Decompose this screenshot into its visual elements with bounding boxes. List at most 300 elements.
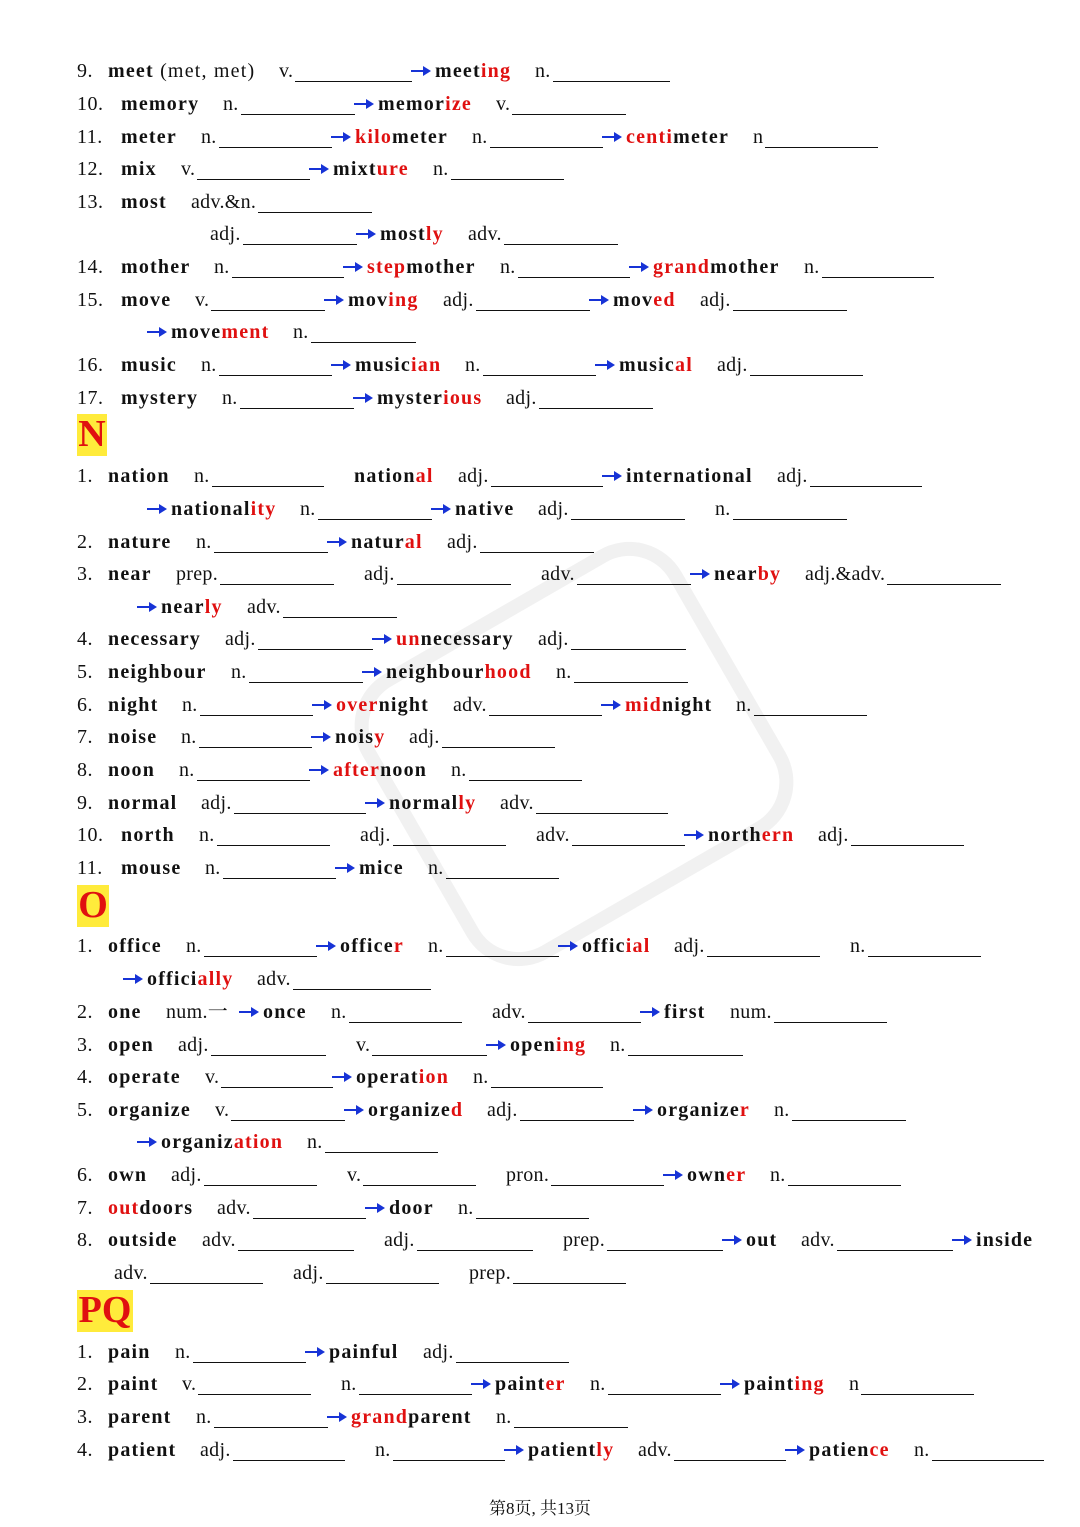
word-stem: (met, met) — [153, 60, 256, 82]
vocab-word — [582, 930, 650, 963]
word-row — [0, 186, 1080, 219]
part-of-speech: n. — [556, 661, 572, 683]
part-of-speech: adv. — [638, 1439, 672, 1461]
part-of-speech: adj. — [506, 387, 537, 409]
answer-blank[interactable] — [211, 284, 325, 317]
vocab-word — [351, 1401, 472, 1434]
part-of-speech: adv. — [500, 792, 534, 814]
arrow-right-icon — [601, 469, 623, 488]
answer-blank[interactable] — [707, 930, 820, 963]
answer-blank[interactable] — [293, 963, 431, 996]
word-stem: own — [108, 1164, 148, 1186]
part-of-speech: adj. — [818, 824, 849, 846]
answer-blank[interactable] — [491, 460, 603, 493]
answer-blank[interactable] — [393, 1434, 505, 1467]
answer-blank[interactable] — [446, 930, 559, 963]
part-of-speech: n. — [715, 498, 731, 520]
vocab-word — [377, 382, 482, 415]
word-stem: first — [664, 1001, 706, 1023]
part-of-speech: v. — [279, 60, 294, 82]
word-stem: memor — [378, 93, 446, 115]
item-number: 11. — [77, 126, 103, 148]
part-of-speech: n. — [205, 857, 221, 879]
part-of-speech: n. — [199, 824, 215, 846]
item-number: 4. — [77, 1439, 93, 1461]
answer-blank[interactable] — [810, 460, 922, 493]
arrow-right-icon — [364, 1201, 386, 1220]
vocab-word — [161, 591, 223, 624]
answer-blank[interactable] — [788, 1159, 901, 1192]
vocab-word — [329, 1336, 399, 1369]
answer-blank[interactable] — [733, 493, 847, 526]
answer-blank[interactable] — [887, 558, 1001, 591]
answer-blank[interactable] — [446, 852, 559, 885]
vocab-word — [108, 1029, 154, 1062]
part-of-speech: n — [753, 126, 764, 148]
part-of-speech: adv. — [217, 1197, 251, 1219]
answer-blank[interactable] — [489, 689, 602, 722]
vocab-word — [351, 526, 423, 559]
word-stem: organize — [108, 1099, 191, 1121]
word-stem: near — [108, 563, 152, 585]
word-row — [0, 218, 1080, 251]
arrow-right-icon — [315, 939, 337, 958]
section-letter-o: O — [78, 884, 108, 926]
part-of-speech: n. — [375, 1439, 391, 1461]
arrow-right-icon — [355, 227, 377, 246]
vocab-word — [389, 787, 476, 820]
word-affix: by — [757, 563, 782, 585]
answer-blank[interactable] — [258, 186, 372, 219]
vocab-word — [687, 1159, 746, 1192]
item-number: 9. — [77, 60, 93, 82]
answer-blank[interactable] — [577, 558, 691, 591]
answer-blank[interactable] — [490, 121, 603, 154]
item-number: 1. — [77, 465, 93, 487]
word-affix: ment — [221, 321, 270, 343]
word-affix: ious — [443, 387, 483, 409]
answer-blank[interactable] — [363, 1159, 476, 1192]
answer-blank[interactable] — [217, 819, 330, 852]
answer-blank[interactable] — [491, 1061, 603, 1094]
word-row — [0, 284, 1080, 317]
vocab-word — [619, 349, 693, 382]
vocab-word — [121, 251, 190, 284]
item-number: 7. — [77, 726, 93, 748]
vocab-word — [355, 121, 448, 154]
arrow-right-icon — [410, 64, 432, 83]
section-letter-pq: PQ — [78, 1289, 132, 1331]
answer-blank[interactable] — [574, 656, 688, 689]
answer-blank[interactable] — [456, 1336, 569, 1369]
word-stem: meet — [108, 60, 154, 82]
vocab-word — [333, 153, 409, 186]
part-of-speech: n. — [307, 1131, 323, 1153]
word-stem: meter — [392, 126, 448, 148]
answer-blank[interactable] — [258, 623, 373, 656]
vocab-word — [108, 558, 152, 591]
word-stem: move — [121, 289, 172, 311]
part-of-speech: adj. — [423, 1341, 454, 1363]
answer-blank[interactable] — [219, 349, 332, 382]
answer-blank[interactable] — [238, 1224, 354, 1257]
part-of-speech: n. — [496, 1406, 512, 1428]
word-stem: mystery — [121, 387, 199, 409]
word-stem: once — [263, 1001, 307, 1023]
word-stem: nation — [108, 465, 170, 487]
arrow-right-icon — [310, 730, 332, 749]
part-of-speech: n. — [182, 694, 198, 716]
word-row — [0, 819, 1080, 852]
item-number: 13. — [77, 191, 104, 213]
word-stem: memory — [121, 93, 200, 115]
part-of-speech: n — [849, 1373, 860, 1395]
word-row — [0, 55, 1080, 88]
word-affix: un — [396, 628, 421, 650]
arrow-right-icon — [326, 1410, 348, 1429]
answer-blank[interactable] — [204, 1159, 317, 1192]
answer-blank[interactable] — [932, 1434, 1044, 1467]
answer-blank[interactable] — [253, 1192, 366, 1225]
arrow-right-icon — [951, 1233, 973, 1252]
word-stem: mother — [710, 256, 780, 278]
word-affix: ly — [596, 1439, 615, 1461]
arrow-right-icon — [628, 260, 650, 279]
vocab-word — [359, 852, 404, 885]
vocab-word — [108, 1336, 151, 1369]
arrow-right-icon — [353, 97, 375, 116]
word-stem: near — [161, 596, 205, 618]
word-stem: mouse — [121, 857, 182, 879]
arrow-right-icon — [784, 1443, 806, 1462]
vocab-word — [108, 754, 155, 787]
word-affix: ial — [625, 935, 651, 957]
vocab-word — [348, 284, 419, 317]
answer-blank[interactable] — [451, 153, 564, 186]
answer-blank[interactable] — [539, 382, 653, 415]
vocab-word — [121, 349, 177, 382]
word-affix: al — [404, 531, 423, 553]
answer-blank[interactable] — [571, 623, 686, 656]
answer-blank[interactable] — [553, 55, 670, 88]
word-stem: parent — [408, 1406, 472, 1428]
word-row — [0, 1094, 1080, 1127]
word-row — [0, 689, 1080, 722]
answer-blank[interactable] — [792, 1094, 906, 1127]
answer-blank[interactable] — [551, 1159, 664, 1192]
arrow-right-icon — [470, 1377, 492, 1396]
part-of-speech: adj. — [538, 498, 569, 520]
part-of-speech: n. — [293, 321, 309, 343]
answer-blank[interactable] — [231, 1094, 345, 1127]
vocab-word — [626, 460, 753, 493]
answer-blank[interactable] — [628, 1029, 743, 1062]
answer-blank[interactable] — [318, 493, 432, 526]
part-of-speech: adv. — [468, 223, 502, 245]
part-of-speech: n. — [472, 126, 488, 148]
answer-blank[interactable] — [528, 996, 641, 1029]
answer-blank[interactable] — [608, 1368, 721, 1401]
word-row — [0, 1257, 1080, 1290]
word-affix: ion — [418, 1066, 450, 1088]
answer-blank[interactable] — [518, 251, 630, 284]
answer-blank[interactable] — [822, 251, 934, 284]
word-stem: offic — [582, 935, 626, 957]
answer-blank[interactable] — [241, 88, 355, 121]
word-stem: most — [121, 191, 167, 213]
answer-blank[interactable] — [214, 1401, 328, 1434]
word-row — [0, 1434, 1080, 1467]
part-of-speech: v. — [347, 1164, 362, 1186]
answer-blank[interactable] — [513, 1257, 626, 1290]
answer-blank[interactable] — [223, 852, 336, 885]
word-affix: out — [108, 1197, 140, 1219]
answer-blank[interactable] — [214, 526, 328, 559]
item-number: 4. — [77, 628, 93, 650]
answer-blank[interactable] — [359, 1368, 472, 1401]
arrow-right-icon — [503, 1443, 525, 1462]
word-row — [0, 787, 1080, 820]
answer-blank[interactable] — [774, 996, 887, 1029]
answer-blank[interactable] — [311, 316, 416, 349]
part-of-speech: n. — [914, 1439, 930, 1461]
arrow-right-icon — [330, 358, 352, 377]
word-stem: outside — [108, 1229, 178, 1251]
word-stem: international — [626, 465, 753, 487]
part-of-speech: n. — [300, 498, 316, 520]
answer-blank[interactable] — [733, 284, 847, 317]
answer-blank[interactable] — [837, 1224, 953, 1257]
word-row — [0, 721, 1080, 754]
answer-blank[interactable] — [349, 996, 462, 1029]
part-of-speech: adj. — [538, 628, 569, 650]
part-of-speech: adj. — [447, 531, 478, 553]
word-row — [0, 382, 1080, 415]
vocab-word — [367, 251, 476, 284]
part-of-speech: adv. — [492, 1001, 526, 1023]
part-of-speech: n. — [181, 726, 197, 748]
word-stem: mother — [121, 256, 191, 278]
arrow-right-icon — [304, 1345, 326, 1364]
part-of-speech: adv. — [257, 968, 291, 990]
section-letter-n: N — [78, 413, 106, 455]
part-of-speech: prep. — [176, 563, 219, 585]
answer-blank[interactable] — [372, 1029, 487, 1062]
answer-blank[interactable] — [476, 1192, 589, 1225]
answer-blank[interactable] — [197, 153, 310, 186]
word-affix: r — [393, 935, 404, 957]
part-of-speech: v. — [205, 1066, 220, 1088]
answer-blank[interactable] — [233, 1434, 345, 1467]
word-row — [0, 852, 1080, 885]
word-row — [0, 121, 1080, 154]
vocab-word — [653, 251, 780, 284]
part-of-speech: adj. — [384, 1229, 415, 1251]
answer-blank[interactable] — [200, 689, 313, 722]
word-stem: music — [355, 354, 411, 376]
answer-blank[interactable] — [754, 689, 867, 722]
part-of-speech: n. — [500, 256, 516, 278]
part-of-speech: n. — [770, 1164, 786, 1186]
vocab-word — [121, 121, 177, 154]
answer-blank[interactable] — [221, 1061, 333, 1094]
word-affix: er — [726, 1164, 747, 1186]
arrow-right-icon — [371, 632, 393, 651]
word-stem: own — [687, 1164, 727, 1186]
word-stem: myster — [377, 387, 444, 409]
answer-blank[interactable] — [483, 349, 596, 382]
arrow-right-icon — [308, 763, 330, 782]
answer-blank[interactable] — [868, 930, 981, 963]
word-row — [0, 754, 1080, 787]
word-stem: doors — [139, 1197, 194, 1219]
vocab-word — [108, 1061, 181, 1094]
answer-blank[interactable] — [243, 218, 357, 251]
word-stem: painful — [329, 1341, 399, 1363]
answer-blank[interactable] — [512, 88, 626, 121]
arrow-right-icon — [334, 861, 356, 880]
vocab-word — [108, 1401, 172, 1434]
word-affix: centi — [626, 126, 674, 148]
word-affix: grand — [653, 256, 711, 278]
item-number: 2. — [77, 531, 93, 553]
word-stem: open — [510, 1034, 556, 1056]
word-affix: kilo — [355, 126, 393, 148]
word-stem: one — [108, 1001, 142, 1023]
answer-blank[interactable] — [571, 493, 685, 526]
word-affix: r — [739, 1099, 750, 1121]
vocab-word — [435, 55, 511, 88]
vocab-word — [121, 819, 175, 852]
word-stem: paint — [495, 1373, 546, 1395]
arrow-right-icon — [361, 665, 383, 684]
answer-blank[interactable] — [504, 218, 618, 251]
word-affix: ure — [376, 158, 409, 180]
word-affix: after — [333, 759, 381, 781]
arrow-right-icon — [557, 939, 579, 958]
vocab-word — [121, 186, 167, 219]
vocab-word — [108, 623, 201, 656]
answer-blank[interactable] — [480, 526, 594, 559]
item-number: 3. — [77, 1034, 93, 1056]
vocab-word — [495, 1368, 566, 1401]
vocab-word — [809, 1434, 890, 1467]
answer-blank[interactable] — [325, 1126, 438, 1159]
answer-blank[interactable] — [572, 819, 685, 852]
word-stem: office — [340, 935, 394, 957]
answer-blank[interactable] — [326, 1257, 439, 1290]
answer-blank[interactable] — [212, 460, 324, 493]
answer-blank[interactable] — [417, 1224, 533, 1257]
arrow-right-icon — [683, 828, 705, 847]
answer-blank[interactable] — [607, 1224, 723, 1257]
answer-blank[interactable] — [851, 819, 964, 852]
answer-blank[interactable] — [536, 787, 668, 820]
word-row — [0, 1061, 1080, 1094]
word-row — [0, 996, 1080, 1029]
vocab-word — [108, 1224, 178, 1257]
answer-blank[interactable] — [750, 349, 863, 382]
vocab-word — [744, 1368, 825, 1401]
word-stem: most — [380, 223, 426, 245]
answer-blank[interactable] — [520, 1094, 634, 1127]
word-affix: ly — [425, 223, 444, 245]
item-number: 11. — [77, 857, 103, 879]
answer-blank[interactable] — [861, 1368, 974, 1401]
answer-blank[interactable] — [193, 1336, 306, 1369]
word-affix: er — [545, 1373, 566, 1395]
answer-blank[interactable] — [283, 591, 397, 624]
answer-blank[interactable] — [197, 754, 310, 787]
part-of-speech: adj.&adv. — [805, 563, 886, 585]
part-of-speech: adj. — [171, 1164, 202, 1186]
answer-blank[interactable] — [150, 1257, 263, 1290]
word-stem: meet — [435, 60, 481, 82]
vocab-word — [708, 819, 794, 852]
item-number: 3. — [77, 563, 93, 585]
part-of-speech: adv. — [536, 824, 570, 846]
answer-blank[interactable] — [240, 382, 354, 415]
word-row — [0, 153, 1080, 186]
answer-blank[interactable] — [476, 284, 590, 317]
answer-blank[interactable] — [234, 787, 366, 820]
part-of-speech: adv. — [541, 563, 575, 585]
part-of-speech: n. — [458, 1197, 474, 1219]
part-of-speech: adj. — [201, 792, 232, 814]
answer-blank[interactable] — [211, 1029, 326, 1062]
word-stem: near — [714, 563, 758, 585]
answer-blank[interactable] — [469, 754, 582, 787]
answer-blank[interactable] — [514, 1401, 628, 1434]
vocab-word — [528, 1434, 614, 1467]
part-of-speech: v. — [195, 289, 210, 311]
part-of-speech: n. — [428, 935, 444, 957]
answer-blank[interactable] — [249, 656, 363, 689]
item-number: 1. — [77, 1341, 93, 1363]
part-of-speech: v. — [356, 1034, 371, 1056]
answer-blank[interactable] — [295, 55, 412, 88]
vocab-word — [121, 284, 171, 317]
word-affix: d — [450, 1099, 464, 1121]
answer-blank[interactable] — [397, 558, 511, 591]
answer-blank[interactable] — [442, 721, 555, 754]
vocab-word — [108, 1094, 191, 1127]
answer-blank[interactable] — [204, 930, 317, 963]
answer-blank[interactable] — [220, 558, 334, 591]
answer-blank[interactable] — [219, 121, 332, 154]
part-of-speech: adj. — [409, 726, 440, 748]
answer-blank[interactable] — [198, 1368, 311, 1401]
answer-blank[interactable] — [232, 251, 344, 284]
part-of-speech: v. — [215, 1099, 230, 1121]
answer-blank[interactable] — [765, 121, 878, 154]
vocab-word — [108, 656, 207, 689]
part-of-speech: num.一 — [166, 1001, 229, 1023]
item-number: 3. — [77, 1406, 93, 1428]
part-of-speech: n. — [341, 1373, 357, 1395]
vocab-word — [455, 493, 514, 526]
part-of-speech: adj. — [200, 1439, 231, 1461]
answer-blank[interactable] — [199, 721, 312, 754]
part-of-speech: n. — [231, 661, 247, 683]
answer-blank[interactable] — [674, 1434, 786, 1467]
part-of-speech: adv. — [247, 596, 281, 618]
word-stem: out — [746, 1229, 778, 1251]
arrow-right-icon — [662, 1168, 684, 1187]
answer-blank[interactable] — [393, 819, 506, 852]
word-stem: mice — [359, 857, 404, 879]
item-number: 10. — [77, 93, 104, 115]
